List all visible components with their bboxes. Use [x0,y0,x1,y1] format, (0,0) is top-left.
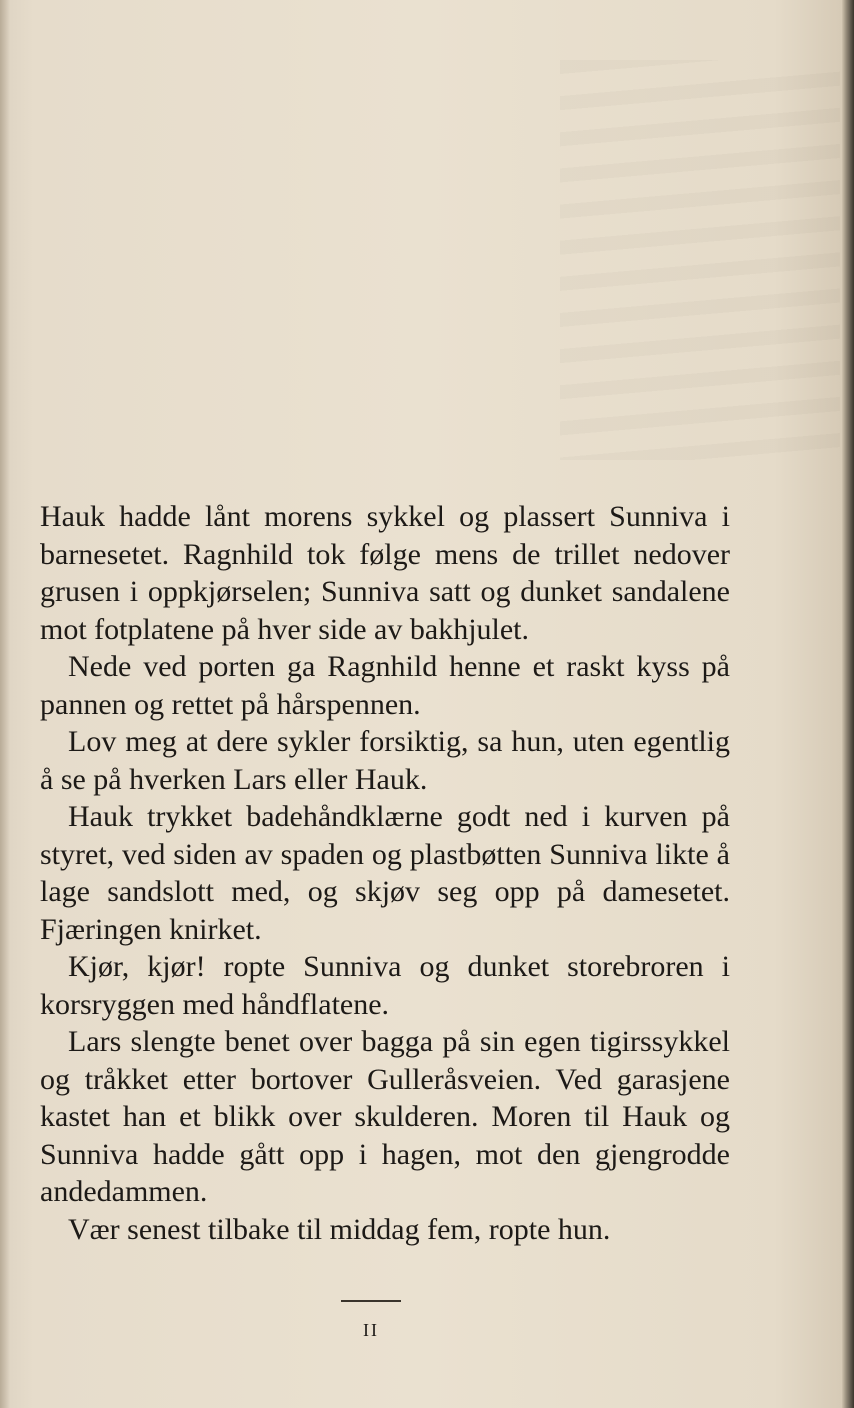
paragraph-3: Lov meg at dere sykler forsiktig, sa hun, uten egentlig å se på hverken Lars eller Hauk. [40,725,730,796]
paragraph-6: Lars slengte benet over bagga på sin egen tigirssykkel og tråkket etter bortover Gulleråsveien. Ved garasjene kastet han et blikk over skulderen. Moren til Hauk og Sunniva hadde gått opp i hagen, mot den gjengrodde andedammen. [40,1025,730,1208]
page-number: II [363,1320,379,1340]
paragraph-4: Hauk trykket badehåndklærne godt ned i kurven på styret, ved siden av spaden og plastbøtten Sunniva likte å lage sandslott med, og skjøv seg opp på damesetet. Fjæringen knirket. [40,800,730,946]
body-text [40,498,730,1248]
paragraph-2: Nede ved porten ga Ragnhild henne et raskt kyss på pannen og rettet på hårspennen. [40,650,730,721]
paragraph-7: Vær senest tilbake til middag fem, ropte hun. [68,1212,611,1246]
paragraph-5: Kjør, kjør! ropte Sunniva og dunket storebroren i korsryggen med håndflatene. [40,950,730,1021]
show-through-text [560,60,840,460]
footer-rule [341,1300,401,1302]
paragraph-1: Hauk hadde lånt morens sykkel og plassert Sunniva i barnesetet. Ragnhild tok følge mens de trillet nedover grusen i oppkjørselen; Sunniva satt og dunket sandalene mot fotplatene på hver side av bakhjulet. [40,500,730,646]
page-edge [842,0,854,1408]
